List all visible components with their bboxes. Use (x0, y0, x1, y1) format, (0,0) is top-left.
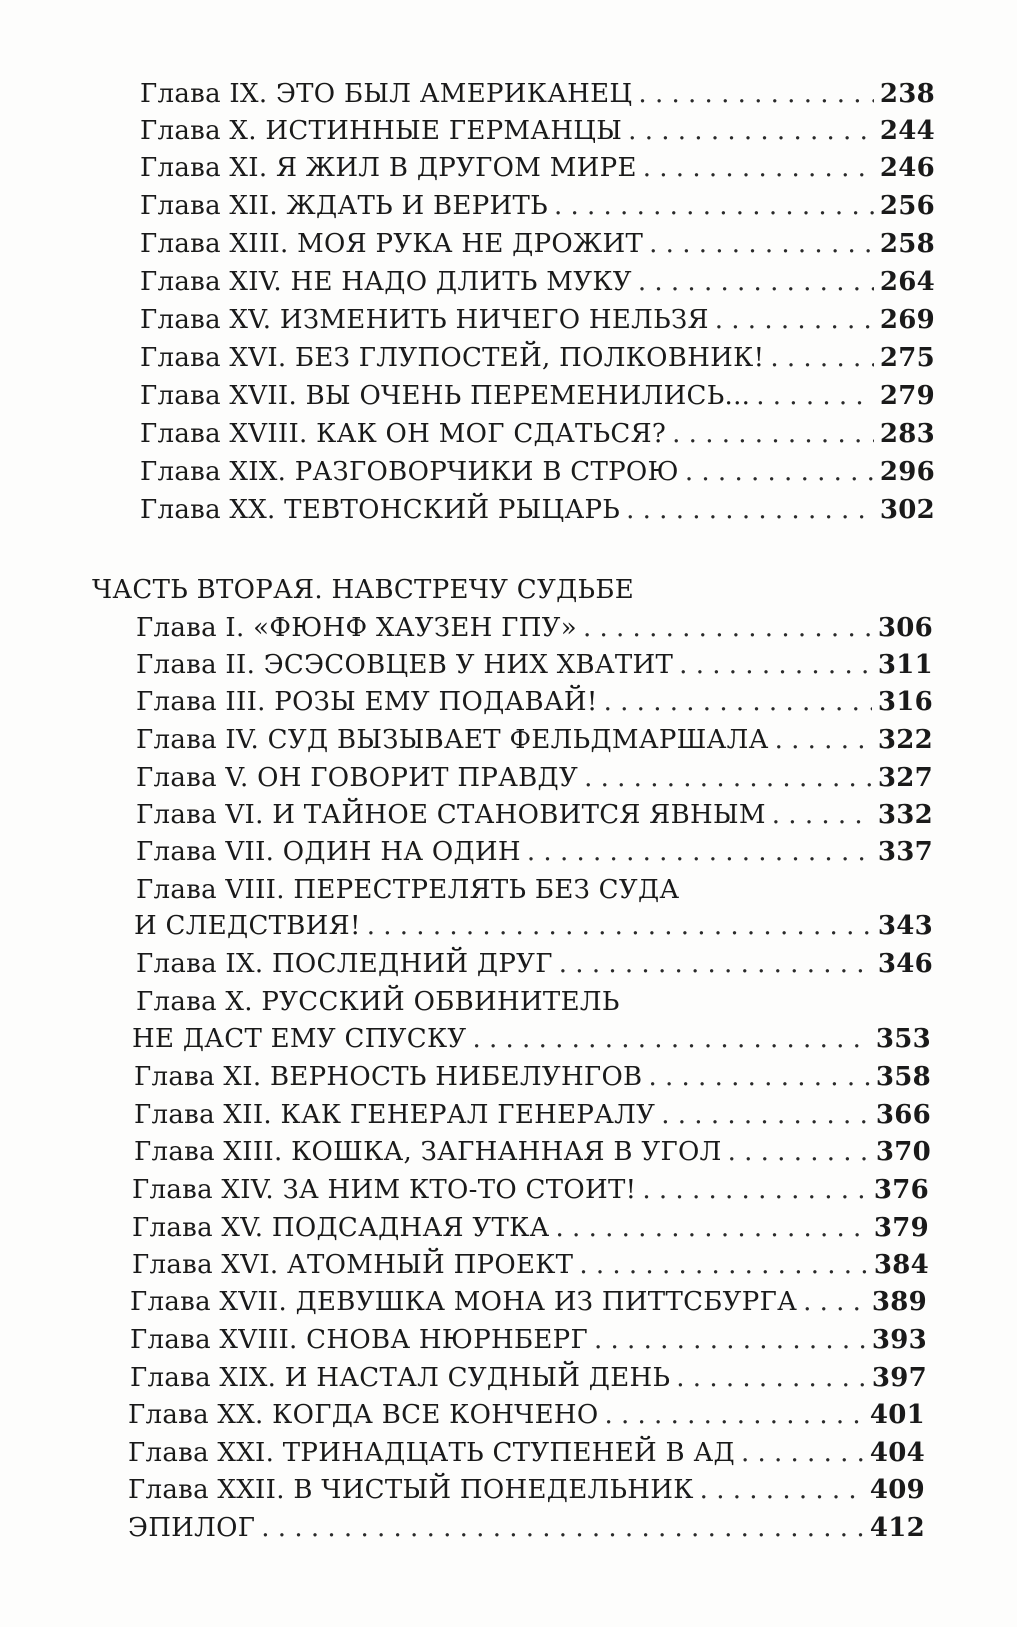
leader-dots (626, 492, 874, 528)
page-number: 404 (869, 1438, 925, 1468)
leader-dots (661, 1097, 870, 1133)
leader-dots (584, 760, 872, 796)
toc-entry[interactable] (136, 647, 933, 683)
toc-entry[interactable] (134, 1097, 931, 1133)
toc-entry[interactable] (140, 416, 935, 452)
toc-entry[interactable] (140, 188, 935, 224)
toc-entry[interactable] (130, 1284, 927, 1320)
page-number: 256 (879, 191, 935, 221)
chapter-title: Глава XI. ВЕРНОСТЬ НИБЕЛУНГОВ (134, 1062, 643, 1092)
chapter-title: Глава X. РУССКИЙ ОБВИНИТЕЛЬ (136, 987, 620, 1017)
chapter-title: Глава X. ИСТИННЫЕ ГЕРМАНЦЫ (140, 116, 623, 146)
leader-dots (700, 1472, 864, 1508)
toc-entry[interactable] (140, 454, 935, 490)
page-number: 269 (879, 305, 935, 335)
toc-entry[interactable] (136, 610, 933, 646)
leader-dots (583, 610, 872, 646)
part-heading: ЧАСТЬ ВТОРАЯ. НАВСТРЕЧУ СУДЬБЕ (92, 575, 635, 605)
leader-dots (775, 722, 872, 758)
page-number: 346 (877, 949, 933, 979)
page-number: 296 (879, 457, 935, 487)
toc-entry[interactable] (136, 684, 933, 720)
page-number: 401 (869, 1400, 925, 1430)
chapter-title: Глава XVI. АТОМНЫЙ ПРОЕКТ (132, 1250, 574, 1280)
leader-dots (685, 454, 874, 490)
page-number: 322 (877, 725, 933, 755)
chapter-title: Глава XIII. МОЯ РУКА НЕ ДРОЖИТ (140, 229, 644, 259)
toc-entry[interactable] (132, 1247, 929, 1283)
toc-entry-first-line[interactable] (136, 872, 933, 908)
chapter-title: Глава III. РОЗЫ ЕМУ ПОДАВАЙ! (136, 687, 598, 717)
chapter-title: Глава XIX. РАЗГОВОРЧИКИ В СТРОЮ (140, 457, 679, 487)
toc-entry[interactable] (136, 834, 933, 870)
leader-dots (367, 908, 872, 944)
leader-dots (556, 1210, 868, 1246)
leader-dots (728, 1134, 870, 1170)
toc-entry[interactable] (140, 113, 935, 149)
page-number: 306 (877, 613, 933, 643)
page-number: 258 (879, 229, 935, 259)
toc-entry[interactable] (128, 1435, 925, 1471)
page-number: 244 (879, 116, 935, 146)
chapter-title: Глава XVIII. СНОВА НЮРНБЕРГ (130, 1325, 588, 1355)
leader-dots (527, 834, 872, 870)
toc-entry[interactable] (130, 1360, 927, 1396)
page-number: 283 (879, 419, 935, 449)
chapter-title: Глава II. ЭСЭСОВЦЕВ У НИХ ХВАТИТ (136, 650, 674, 680)
chapter-title: Глава XVII. ДЕВУШКА МОНА ИЗ ПИТТСБУРГА (130, 1287, 798, 1317)
leader-dots (472, 1021, 869, 1057)
leader-dots (261, 1510, 864, 1546)
leader-dots (772, 797, 872, 833)
chapter-title: Глава XIV. ЗА НИМ КТО-ТО СТОИТ! (132, 1175, 637, 1205)
leader-dots (741, 1435, 864, 1471)
toc-entry-epilogue[interactable] (128, 1510, 925, 1546)
chapter-title: Глава IX. ЭТО БЫЛ АМЕРИКАНЕЦ (140, 79, 633, 109)
chapter-title: Глава XII. КАК ГЕНЕРАЛ ГЕНЕРАЛУ (134, 1100, 656, 1130)
page-number: 264 (879, 267, 935, 297)
toc-entry[interactable] (140, 264, 935, 300)
page-number: 389 (871, 1287, 927, 1317)
page-number: 327 (877, 763, 933, 793)
page-number: 412 (869, 1513, 925, 1543)
leader-dots (642, 1172, 867, 1208)
toc-entry[interactable] (140, 492, 935, 528)
chapter-title: Глава I. «ФЮНФ ХАУЗЕН ГПУ» (136, 613, 577, 643)
chapter-title: Глава VI. И ТАЙНОЕ СТАНОВИТСЯ ЯВНЫМ (136, 800, 766, 830)
toc-entry[interactable] (134, 908, 933, 944)
toc-entry[interactable] (136, 760, 933, 796)
page-number: 353 (875, 1024, 931, 1054)
toc-entry[interactable] (140, 302, 935, 338)
page-number: 393 (871, 1325, 927, 1355)
leader-dots (594, 1322, 866, 1358)
chapter-title: Глава XIX. И НАСТАЛ СУДНЫЙ ДЕНЬ (130, 1363, 671, 1393)
toc-entry-first-line[interactable] (136, 984, 933, 1020)
chapter-title: Глава XVIII. КАК ОН МОГ СДАТЬСЯ? (140, 419, 667, 449)
page-number: 332 (877, 800, 933, 830)
page-number: 358 (875, 1062, 931, 1092)
chapter-title: Глава XI. Я ЖИЛ В ДРУГОМ МИРЕ (140, 153, 637, 183)
leader-dots (628, 113, 874, 149)
page-number: 366 (875, 1100, 931, 1130)
leader-dots (604, 1397, 863, 1433)
toc-entry[interactable] (140, 150, 935, 186)
toc-entry[interactable] (136, 797, 933, 833)
toc-entry[interactable] (140, 76, 935, 112)
page-number: 311 (877, 650, 933, 680)
leader-dots (770, 340, 873, 376)
chapter-title-continuation: И СЛЕДСТВИЯ! (134, 911, 361, 941)
toc-entry[interactable] (140, 226, 935, 262)
page-number: 384 (873, 1250, 929, 1280)
leader-dots (803, 1284, 866, 1320)
chapter-title: Глава XX. ТЕВТОНСКИЙ РЫЦАРЬ (140, 495, 621, 525)
leader-dots (559, 946, 872, 982)
chapter-title: Глава V. ОН ГОВОРИТ ПРАВДУ (136, 763, 579, 793)
chapter-title: Глава XX. КОГДА ВСЕ КОНЧЕНО (128, 1400, 599, 1430)
chapter-title: Глава VII. ОДИН НА ОДИН (136, 837, 521, 867)
page-number: 397 (871, 1363, 927, 1393)
chapter-title: Глава XII. ЖДАТЬ И ВЕРИТЬ (140, 191, 548, 221)
page-number: 279 (879, 381, 935, 411)
epilogue-title: ЭПИЛОГ (128, 1513, 256, 1543)
leader-dots (638, 264, 874, 300)
toc-entry[interactable] (136, 946, 933, 982)
toc-entry[interactable] (128, 1472, 925, 1508)
chapter-title: Глава IX. ПОСЛЕДНИЙ ДРУГ (136, 949, 553, 979)
page-number: 370 (875, 1137, 931, 1167)
chapter-title: Глава XIII. КОШКА, ЗАГНАННАЯ В УГОЛ (134, 1137, 722, 1167)
leader-dots (643, 150, 874, 186)
chapter-title: Глава XV. ИЗМЕНИТЬ НИЧЕГО НЕЛЬЗЯ (140, 305, 709, 335)
leader-dots (649, 226, 874, 262)
page-number: 409 (869, 1475, 925, 1505)
page-number: 316 (877, 687, 933, 717)
leader-dots (679, 647, 872, 683)
leader-dots (672, 416, 874, 452)
toc-entry[interactable] (132, 1210, 929, 1246)
page-number: 246 (879, 153, 935, 183)
toc-entry[interactable] (136, 722, 933, 758)
toc-entry[interactable] (128, 1397, 925, 1433)
leader-dots (604, 684, 872, 720)
leader-dots (579, 1247, 868, 1283)
toc-entry[interactable] (134, 1059, 931, 1095)
chapter-title: Глава VIII. ПЕРЕСТРЕЛЯТЬ БЕЗ СУДА (136, 875, 680, 905)
toc-entry[interactable] (140, 378, 935, 414)
leader-dots (638, 76, 873, 112)
page-number: 302 (879, 495, 935, 525)
chapter-title: Глава XXI. ТРИНАДЦАТЬ СТУПЕНЕЙ В АД (128, 1438, 735, 1468)
chapter-title: Глава XIV. НЕ НАДО ДЛИТЬ МУКУ (140, 267, 632, 297)
page-number: 379 (873, 1213, 929, 1243)
page-number: 275 (879, 343, 935, 373)
leader-dots (554, 188, 874, 224)
leader-dots (676, 1360, 866, 1396)
page-number: 343 (877, 911, 933, 941)
chapter-title: Глава XVI. БЕЗ ГЛУПОСТЕЙ, ПОЛКОВНИК! (140, 343, 765, 373)
leader-dots (756, 378, 874, 414)
chapter-title: Глава XV. ПОДСАДНАЯ УТКА (132, 1213, 550, 1243)
leader-dots (715, 302, 874, 338)
toc-entry[interactable] (140, 340, 935, 376)
chapter-title: Глава XXII. В ЧИСТЫЙ ПОНЕДЕЛЬНИК (128, 1475, 694, 1505)
toc-entry[interactable] (130, 1322, 927, 1358)
chapter-title-continuation: НЕ ДАСТ ЕМУ СПУСКУ (132, 1024, 467, 1054)
page-number: 238 (879, 79, 935, 109)
toc-entry[interactable] (132, 1021, 931, 1057)
toc-entry[interactable] (134, 1134, 931, 1170)
leader-dots (648, 1059, 869, 1095)
chapter-title: Глава XVII. ВЫ ОЧЕНЬ ПЕРЕМЕНИЛИСЬ... (140, 381, 751, 411)
toc-entry[interactable] (132, 1172, 929, 1208)
page-number: 337 (877, 837, 933, 867)
chapter-title: Глава IV. СУД ВЫЗЫВАЕТ ФЕЛЬДМАРШАЛА (136, 725, 769, 755)
page-number: 376 (873, 1175, 929, 1205)
